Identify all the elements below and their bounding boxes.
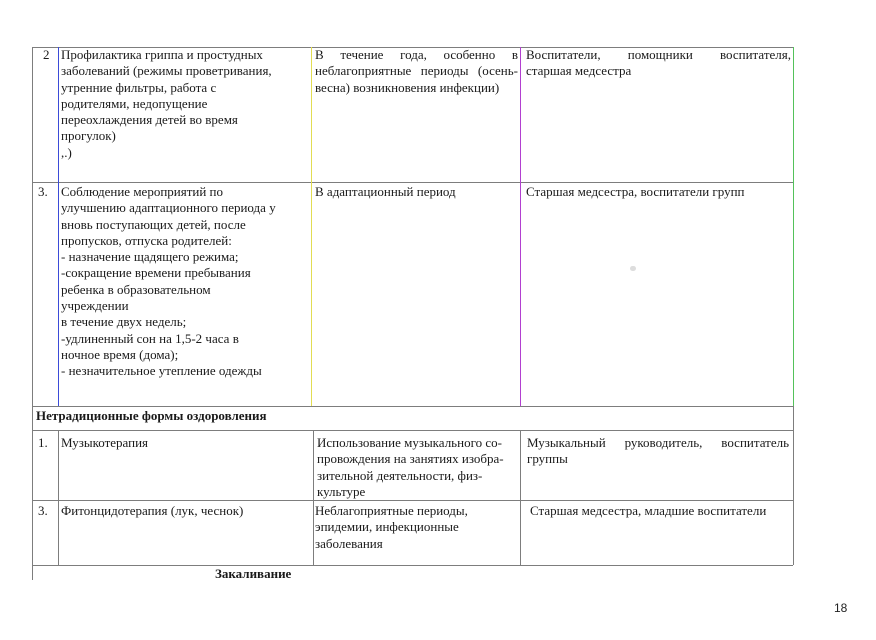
- measure-cell: [61, 184, 310, 380]
- page-number: 18: [834, 601, 848, 615]
- responsible-cell: Музыкальный руководитель, воспитатель группы: [527, 435, 789, 467]
- text-line: утренние фильтры, работа с: [61, 79, 217, 95]
- text-line: в течение двух недель;: [61, 314, 187, 330]
- row-divider: [32, 182, 793, 183]
- responsible-cell: Старшая медсестра, воспитатели групп: [526, 184, 745, 199]
- measure-cell: Музыкотерапия: [61, 435, 149, 450]
- text-line: зительной деятельности, физ-: [317, 467, 483, 483]
- measure-cell: [61, 47, 310, 161]
- text-line: Использование музыкального со-: [317, 435, 502, 450]
- column-divider: [520, 430, 521, 565]
- text-line: родителями, недопущение: [61, 95, 208, 111]
- text-line: переохлаждения детей во время: [61, 112, 238, 128]
- row-divider: [32, 430, 793, 431]
- section-heading: Закаливание: [215, 566, 292, 581]
- text-line: вновь поступающих детей, после: [61, 216, 246, 232]
- period-cell: [315, 503, 518, 552]
- text-line: Неблагоприятные периоды,: [315, 503, 468, 518]
- text-line: ребенка в образовательном: [61, 281, 211, 297]
- responsible-cell: Воспитатели, помощники воспитателя, старшая медсестра: [526, 47, 791, 79]
- column-divider: [58, 47, 59, 406]
- text-line: заболевания: [315, 535, 383, 551]
- column-divider: [313, 430, 314, 565]
- period-cell: В адаптационный период: [315, 184, 456, 199]
- column-divider: [311, 47, 312, 406]
- row-number: 2: [43, 47, 50, 62]
- row-number: 3.: [38, 503, 48, 518]
- text-line: - назначение щадящего режима;: [61, 249, 239, 265]
- column-divider: [58, 430, 59, 565]
- table-border-left: [32, 47, 33, 580]
- text-line: прогулок): [61, 128, 116, 144]
- text-line: культуре: [317, 483, 366, 499]
- scan-smudge: [630, 266, 636, 271]
- text-line: - незначительное утепление одежды: [61, 363, 262, 379]
- text-line: учреждении: [61, 298, 129, 314]
- table-border-right: [793, 47, 794, 406]
- text-line: эпидемии, инфекционные: [315, 519, 459, 535]
- text-line: -сокращение времени пребывания: [61, 265, 251, 281]
- text-line: заболеваний (режимы проветривания,: [61, 63, 272, 79]
- row-number: 3.: [38, 184, 48, 199]
- text-line: Соблюдение мероприятий по: [61, 184, 224, 199]
- row-divider: [32, 406, 793, 407]
- text-line: ,.): [61, 144, 72, 160]
- text-line: Профилактика гриппа и простудных: [61, 47, 263, 62]
- column-divider: [520, 47, 521, 406]
- period-cell: В течение года, особенно в неблагоприятные периоды (осень-весна) возникновения инфекции): [315, 47, 518, 95]
- text-line: ночное время (дома);: [61, 346, 179, 362]
- responsible-cell: Старшая медсестра, младшие воспитатели: [530, 503, 767, 518]
- table-border-right: [793, 406, 794, 565]
- section-heading: Нетрадиционные формы оздоровления: [36, 408, 267, 423]
- text-line: улучшению адаптационного периода у: [61, 200, 276, 216]
- text-line: -удлиненный сон на 1,5-2 часа в: [61, 330, 239, 346]
- text-line: пропусков, отпуска родителей:: [61, 232, 232, 248]
- row-number: 1.: [38, 435, 48, 450]
- row-divider: [32, 565, 793, 566]
- measure-cell: Фитонцидотерапия (лук, чеснок): [61, 503, 244, 518]
- text-line: провождения на занятиях изобра-: [317, 451, 504, 467]
- period-cell: [317, 435, 518, 500]
